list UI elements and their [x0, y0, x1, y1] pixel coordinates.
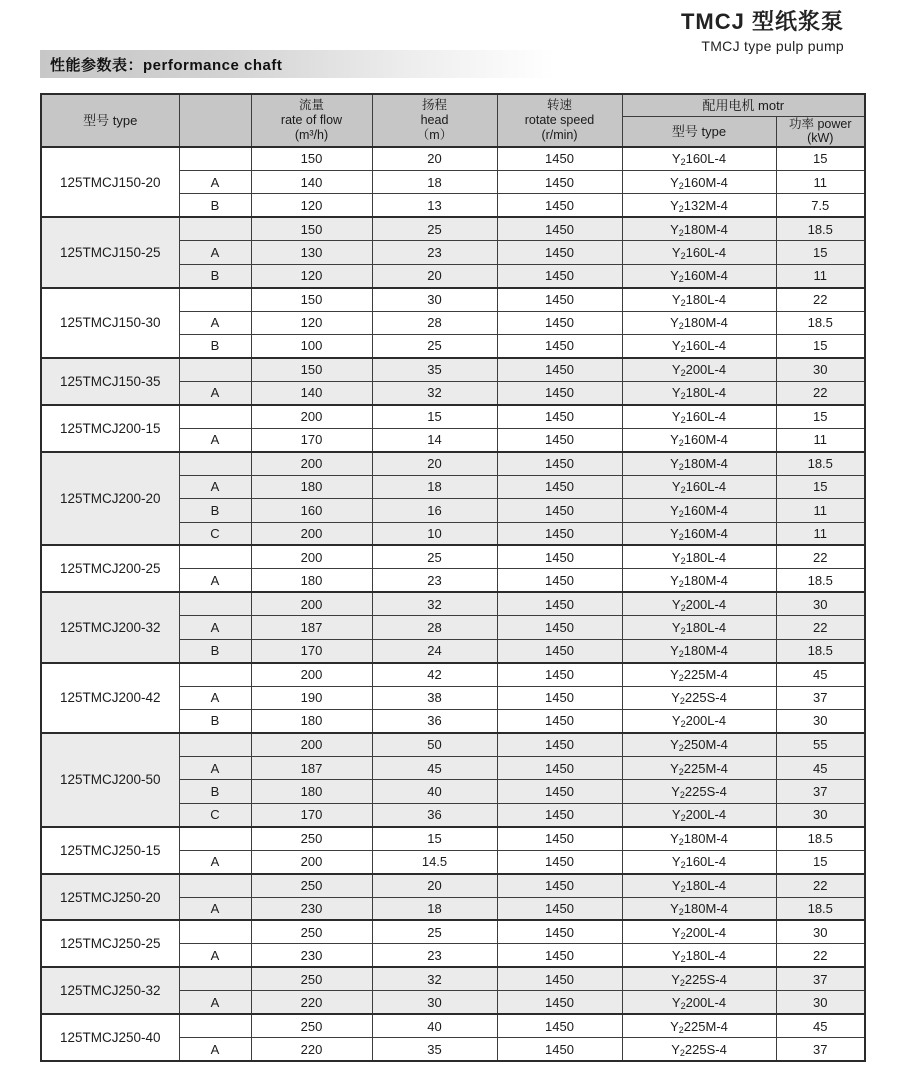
model-cell: 125TMCJ250-25 [41, 920, 179, 967]
flow-cell: 230 [251, 897, 372, 920]
table-row [41, 967, 865, 990]
section-title: 性能参数表：performance chaft [50, 56, 283, 74]
speed-cell: 1450 [497, 827, 622, 850]
variant-cell: A [179, 381, 251, 404]
model-cell: 125TMCJ200-42 [41, 663, 179, 733]
variant-cell [179, 967, 251, 990]
flow-cell: 250 [251, 967, 372, 990]
power-cell: 7.5 [776, 194, 865, 217]
speed-cell: 1450 [497, 1014, 622, 1037]
header-line: 功率 power [788, 116, 852, 131]
motor-cell: $Y_2225M-4$ [622, 1014, 776, 1037]
head-cell: 15 [372, 827, 497, 850]
head-cell: 18 [372, 170, 497, 193]
motor-cell: $Y_2180L-4$ [622, 545, 776, 568]
speed-cell: 1450 [497, 522, 622, 545]
power-cell: 30 [776, 592, 865, 615]
speed-cell: 1450 [497, 780, 622, 803]
head-cell: 25 [372, 335, 497, 358]
head-cell: 30 [372, 288, 497, 311]
flow-cell: 190 [251, 686, 372, 709]
speed-cell: 1450 [497, 710, 622, 733]
power-cell: 18.5 [776, 897, 865, 920]
motor-cell: $Y_2180M-4$ [622, 217, 776, 240]
motor-cell: $Y_2160L-4$ [622, 335, 776, 358]
table-body [41, 147, 865, 1061]
power-cell: 15 [776, 147, 865, 170]
header-line: (r/min) [541, 127, 578, 142]
power-cell: 30 [776, 803, 865, 826]
variant-cell [179, 358, 251, 381]
variant-cell: A [179, 170, 251, 193]
head-cell: 36 [372, 710, 497, 733]
header-line: 扬程 [421, 98, 447, 113]
table-row [41, 288, 865, 311]
flow-cell: 170 [251, 803, 372, 826]
motor-cell: $Y_2160L-4$ [622, 475, 776, 498]
head-cell: 32 [372, 592, 497, 615]
speed-cell: 1450 [497, 967, 622, 990]
header-line: (m³/h) [294, 127, 329, 142]
speed-cell: 1450 [497, 592, 622, 615]
flow-cell: 120 [251, 264, 372, 287]
variant-cell: A [179, 944, 251, 967]
power-cell: 37 [776, 1038, 865, 1061]
variant-cell [179, 217, 251, 240]
flow-cell: 200 [251, 663, 372, 686]
col-header-motor-model: 型号 type [622, 116, 776, 147]
variant-cell: A [179, 756, 251, 779]
head-cell: 35 [372, 358, 497, 381]
table-row [41, 217, 865, 240]
power-cell: 11 [776, 499, 865, 522]
variant-cell: B [179, 780, 251, 803]
power-cell: 15 [776, 405, 865, 428]
head-cell: 32 [372, 381, 497, 404]
model-cell: 125TMCJ200-25 [41, 545, 179, 592]
variant-cell: A [179, 850, 251, 873]
speed-cell: 1450 [497, 405, 622, 428]
variant-cell [179, 874, 251, 897]
motor-cell: $Y_2200L-4$ [622, 991, 776, 1014]
variant-cell [179, 733, 251, 756]
head-cell: 20 [372, 874, 497, 897]
motor-cell: $Y_2200L-4$ [622, 592, 776, 615]
head-cell: 42 [372, 663, 497, 686]
motor-cell: $Y_2160L-4$ [622, 147, 776, 170]
flow-cell: 120 [251, 311, 372, 334]
motor-cell: $Y_2180L-4$ [622, 944, 776, 967]
header-row-top [41, 94, 865, 116]
speed-cell: 1450 [497, 217, 622, 240]
variant-cell: A [179, 241, 251, 264]
motor-cell: $Y_2180M-4$ [622, 897, 776, 920]
table-header [41, 94, 865, 147]
power-cell: 37 [776, 967, 865, 990]
power-cell: 22 [776, 944, 865, 967]
head-cell: 23 [372, 944, 497, 967]
variant-cell: B [179, 499, 251, 522]
speed-cell: 1450 [497, 288, 622, 311]
section-header-bar [40, 50, 565, 78]
col-header-variant [179, 94, 251, 147]
head-cell: 10 [372, 522, 497, 545]
head-cell: 13 [372, 194, 497, 217]
table-row [41, 920, 865, 943]
head-cell: 32 [372, 967, 497, 990]
power-cell: 22 [776, 381, 865, 404]
table-row [41, 147, 865, 170]
variant-cell: A [179, 428, 251, 451]
motor-cell: $Y_2225M-4$ [622, 663, 776, 686]
speed-cell: 1450 [497, 733, 622, 756]
table-row [41, 452, 865, 475]
page-title-cn: TMCJ 型纸浆泵 [680, 9, 844, 34]
variant-cell: A [179, 991, 251, 1014]
power-cell: 30 [776, 358, 865, 381]
power-cell: 11 [776, 170, 865, 193]
flow-cell: 200 [251, 405, 372, 428]
head-cell: 36 [372, 803, 497, 826]
power-cell: 18.5 [776, 311, 865, 334]
head-cell: 45 [372, 756, 497, 779]
motor-cell: $Y_2160L-4$ [622, 850, 776, 873]
motor-cell: $Y_2180L-4$ [622, 616, 776, 639]
motor-cell: $Y_2180L-4$ [622, 288, 776, 311]
flow-cell: 250 [251, 827, 372, 850]
motor-cell: $Y_2160M-4$ [622, 428, 776, 451]
col-header-speed [497, 94, 622, 147]
flow-cell: 120 [251, 194, 372, 217]
head-cell: 18 [372, 475, 497, 498]
motor-cell: $Y_2250M-4$ [622, 733, 776, 756]
head-cell: 23 [372, 241, 497, 264]
col-header-motor-power [776, 116, 865, 147]
model-cell: 125TMCJ200-20 [41, 452, 179, 546]
motor-cell: $Y_2225S-4$ [622, 967, 776, 990]
speed-cell: 1450 [497, 499, 622, 522]
head-cell: 38 [372, 686, 497, 709]
table-row [41, 358, 865, 381]
header-line: （m） [416, 127, 453, 142]
variant-cell: A [179, 475, 251, 498]
speed-cell: 1450 [497, 264, 622, 287]
power-cell: 18.5 [776, 217, 865, 240]
flow-cell: 180 [251, 780, 372, 803]
model-cell: 125TMCJ250-15 [41, 827, 179, 874]
motor-cell: $Y_2160L-4$ [622, 405, 776, 428]
motor-cell: $Y_2200L-4$ [622, 803, 776, 826]
motor-cell: $Y_2200L-4$ [622, 710, 776, 733]
flow-cell: 180 [251, 710, 372, 733]
motor-cell: $Y_2180M-4$ [622, 827, 776, 850]
speed-cell: 1450 [497, 335, 622, 358]
variant-cell: C [179, 803, 251, 826]
motor-cell: $Y_2180M-4$ [622, 569, 776, 592]
variant-cell: B [179, 710, 251, 733]
power-cell: 11 [776, 522, 865, 545]
flow-cell: 130 [251, 241, 372, 264]
power-cell: 18.5 [776, 569, 865, 592]
head-cell: 23 [372, 569, 497, 592]
flow-cell: 200 [251, 452, 372, 475]
flow-cell: 170 [251, 428, 372, 451]
head-cell: 35 [372, 1038, 497, 1061]
page-header [681, 5, 844, 54]
head-cell: 40 [372, 780, 497, 803]
head-cell: 14 [372, 428, 497, 451]
speed-cell: 1450 [497, 452, 622, 475]
col-header-motor-group: 配用电机 motr [622, 94, 865, 116]
motor-cell: $Y_2180L-4$ [622, 874, 776, 897]
flow-cell: 200 [251, 850, 372, 873]
head-cell: 25 [372, 545, 497, 568]
power-cell: 22 [776, 616, 865, 639]
model-cell: 125TMCJ150-35 [41, 358, 179, 405]
flow-cell: 200 [251, 592, 372, 615]
motor-cell: $Y_2225S-4$ [622, 1038, 776, 1061]
flow-cell: 200 [251, 545, 372, 568]
motor-cell: $Y_2225S-4$ [622, 686, 776, 709]
performance-table [40, 93, 866, 1062]
table-row [41, 545, 865, 568]
flow-cell: 200 [251, 522, 372, 545]
flow-cell: 100 [251, 335, 372, 358]
variant-cell [179, 405, 251, 428]
speed-cell: 1450 [497, 639, 622, 662]
power-cell: 15 [776, 475, 865, 498]
power-cell: 45 [776, 1014, 865, 1037]
power-cell: 11 [776, 264, 865, 287]
motor-cell: $Y_2180M-4$ [622, 452, 776, 475]
flow-cell: 140 [251, 381, 372, 404]
head-cell: 50 [372, 733, 497, 756]
motor-cell: $Y_2225M-4$ [622, 756, 776, 779]
head-cell: 20 [372, 147, 497, 170]
power-cell: 30 [776, 991, 865, 1014]
motor-cell: $Y_2180M-4$ [622, 639, 776, 662]
power-cell: 22 [776, 545, 865, 568]
flow-cell: 230 [251, 944, 372, 967]
table-row [41, 1014, 865, 1037]
speed-cell: 1450 [497, 428, 622, 451]
head-cell: 28 [372, 311, 497, 334]
variant-cell: A [179, 1038, 251, 1061]
speed-cell: 1450 [497, 147, 622, 170]
head-cell: 40 [372, 1014, 497, 1037]
speed-cell: 1450 [497, 874, 622, 897]
power-cell: 18.5 [776, 639, 865, 662]
motor-cell: $Y_2160M-4$ [622, 522, 776, 545]
table-row [41, 827, 865, 850]
model-cell: 125TMCJ150-25 [41, 217, 179, 287]
speed-cell: 1450 [497, 850, 622, 873]
speed-cell: 1450 [497, 803, 622, 826]
col-header-flow [251, 94, 372, 147]
col-header-model: 型号 type [41, 94, 179, 147]
model-cell: 125TMCJ200-15 [41, 405, 179, 452]
table-row [41, 874, 865, 897]
power-cell: 37 [776, 780, 865, 803]
motor-cell: $Y_2200L-4$ [622, 920, 776, 943]
variant-cell: B [179, 639, 251, 662]
flow-cell: 170 [251, 639, 372, 662]
motor-cell: $Y_2160M-4$ [622, 264, 776, 287]
head-cell: 25 [372, 920, 497, 943]
model-cell: 125TMCJ150-20 [41, 147, 179, 217]
header-line: (kW) [807, 131, 834, 146]
variant-cell: B [179, 264, 251, 287]
flow-cell: 180 [251, 475, 372, 498]
variant-cell: C [179, 522, 251, 545]
power-cell: 15 [776, 241, 865, 264]
head-cell: 25 [372, 217, 497, 240]
motor-cell: $Y_2200L-4$ [622, 358, 776, 381]
variant-cell: A [179, 616, 251, 639]
power-cell: 45 [776, 663, 865, 686]
model-cell: 125TMCJ150-30 [41, 288, 179, 358]
variant-cell: A [179, 897, 251, 920]
model-cell: 125TMCJ250-32 [41, 967, 179, 1014]
speed-cell: 1450 [497, 358, 622, 381]
speed-cell: 1450 [497, 616, 622, 639]
variant-cell [179, 663, 251, 686]
speed-cell: 1450 [497, 545, 622, 568]
power-cell: 22 [776, 874, 865, 897]
head-cell: 24 [372, 639, 497, 662]
power-cell: 18.5 [776, 827, 865, 850]
motor-cell: $Y_2132M-4$ [622, 194, 776, 217]
motor-cell: $Y_2160M-4$ [622, 499, 776, 522]
variant-cell: B [179, 335, 251, 358]
table-row [41, 405, 865, 428]
motor-cell: $Y_2160L-4$ [622, 241, 776, 264]
power-cell: 37 [776, 686, 865, 709]
flow-cell: 150 [251, 217, 372, 240]
variant-cell: A [179, 311, 251, 334]
head-cell: 15 [372, 405, 497, 428]
power-cell: 55 [776, 733, 865, 756]
variant-cell [179, 452, 251, 475]
header-line: rate of flow [280, 113, 343, 128]
flow-cell: 220 [251, 991, 372, 1014]
variant-cell [179, 288, 251, 311]
variant-cell [179, 1014, 251, 1037]
flow-cell: 200 [251, 733, 372, 756]
variant-cell [179, 592, 251, 615]
speed-cell: 1450 [497, 756, 622, 779]
variant-cell: A [179, 686, 251, 709]
flow-cell: 150 [251, 288, 372, 311]
head-cell: 14.5 [372, 850, 497, 873]
power-cell: 11 [776, 428, 865, 451]
power-cell: 18.5 [776, 452, 865, 475]
speed-cell: 1450 [497, 663, 622, 686]
flow-cell: 140 [251, 170, 372, 193]
speed-cell: 1450 [497, 897, 622, 920]
head-cell: 16 [372, 499, 497, 522]
head-cell: 28 [372, 616, 497, 639]
speed-cell: 1450 [497, 944, 622, 967]
speed-cell: 1450 [497, 569, 622, 592]
table-row [41, 733, 865, 756]
head-cell: 18 [372, 897, 497, 920]
header-line: head [420, 113, 449, 128]
power-cell: 15 [776, 335, 865, 358]
power-cell: 15 [776, 850, 865, 873]
power-cell: 30 [776, 920, 865, 943]
speed-cell: 1450 [497, 1038, 622, 1061]
col-header-head [372, 94, 497, 147]
head-cell: 20 [372, 264, 497, 287]
flow-cell: 220 [251, 1038, 372, 1061]
flow-cell: 250 [251, 1014, 372, 1037]
power-cell: 30 [776, 710, 865, 733]
flow-cell: 250 [251, 920, 372, 943]
variant-cell [179, 827, 251, 850]
table-row [41, 592, 865, 615]
motor-cell: $Y_2180L-4$ [622, 381, 776, 404]
power-cell: 45 [776, 756, 865, 779]
variant-cell [179, 545, 251, 568]
header-line: rotate speed [524, 113, 595, 128]
speed-cell: 1450 [497, 194, 622, 217]
speed-cell: 1450 [497, 311, 622, 334]
model-cell: 125TMCJ250-40 [41, 1014, 179, 1061]
model-cell: 125TMCJ250-20 [41, 874, 179, 921]
flow-cell: 187 [251, 616, 372, 639]
speed-cell: 1450 [497, 241, 622, 264]
speed-cell: 1450 [497, 381, 622, 404]
speed-cell: 1450 [497, 170, 622, 193]
flow-cell: 160 [251, 499, 372, 522]
variant-cell [179, 920, 251, 943]
page-title-en: TMCJ type pulp pump [701, 38, 844, 54]
flow-cell: 250 [251, 874, 372, 897]
speed-cell: 1450 [497, 686, 622, 709]
model-cell: 125TMCJ200-50 [41, 733, 179, 827]
motor-cell: $Y_2225S-4$ [622, 780, 776, 803]
speed-cell: 1450 [497, 991, 622, 1014]
motor-cell: $Y_2160M-4$ [622, 170, 776, 193]
speed-cell: 1450 [497, 475, 622, 498]
variant-cell: A [179, 569, 251, 592]
flow-cell: 150 [251, 147, 372, 170]
table-row [41, 663, 865, 686]
flow-cell: 150 [251, 358, 372, 381]
head-cell: 20 [372, 452, 497, 475]
head-cell: 30 [372, 991, 497, 1014]
flow-cell: 187 [251, 756, 372, 779]
model-cell: 125TMCJ200-32 [41, 592, 179, 662]
speed-cell: 1450 [497, 920, 622, 943]
header-line: 转速 [546, 98, 572, 113]
motor-cell: $Y_2180M-4$ [622, 311, 776, 334]
power-cell: 22 [776, 288, 865, 311]
variant-cell [179, 147, 251, 170]
header-line: 流量 [298, 98, 324, 113]
variant-cell: B [179, 194, 251, 217]
flow-cell: 180 [251, 569, 372, 592]
